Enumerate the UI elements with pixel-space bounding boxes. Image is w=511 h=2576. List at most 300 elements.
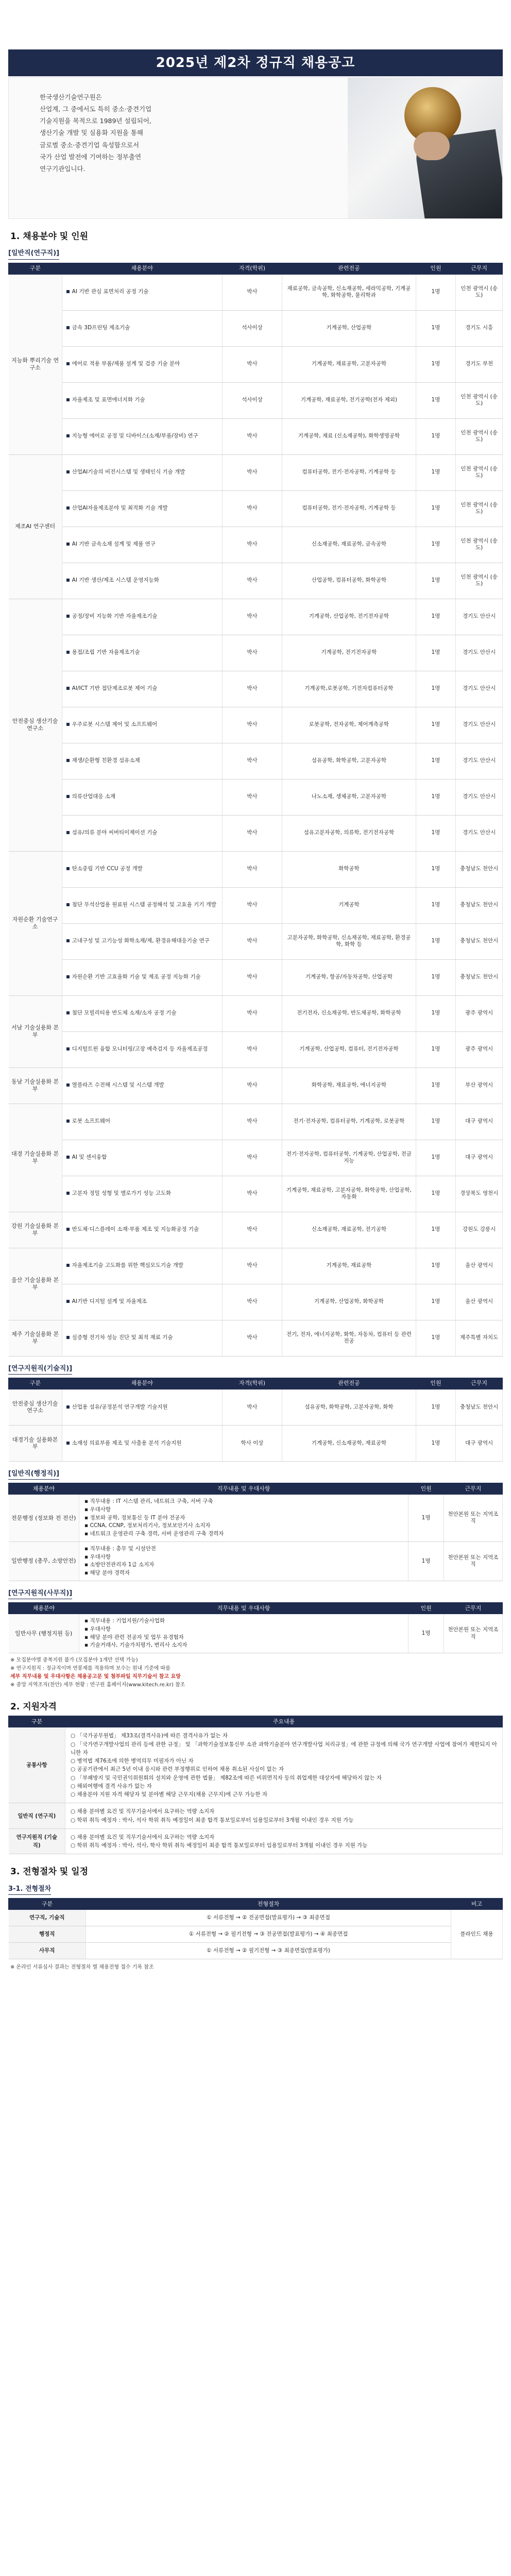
bullet-icon xyxy=(66,326,70,329)
location-cell: 광주 광역시 xyxy=(456,995,503,1031)
bullet-icon xyxy=(66,290,70,293)
section-title-process: 3. 전형절차 및 일정 xyxy=(10,1867,88,1877)
bullet-icon xyxy=(66,1228,70,1231)
bullet-icon xyxy=(66,651,70,654)
bullet-icon xyxy=(66,1442,70,1445)
bullet-icon xyxy=(66,1405,70,1409)
table-row xyxy=(9,671,503,707)
headcount-cell: 1명 xyxy=(416,599,456,635)
field-text: 열플라즈 수전해 시스템 및 시스템 개발 xyxy=(72,1082,164,1089)
degree-cell: 박사 xyxy=(222,887,282,923)
major-cell: 컴퓨터공학, 전기·전자공학, 기계공학 등 xyxy=(282,490,416,527)
location-cell: 인천 광역시 (송도) xyxy=(456,454,503,490)
headcount-cell: 1명 xyxy=(408,1614,444,1653)
field-cell xyxy=(62,1320,222,1356)
intro-line: 국가 산업 발전에 기여하는 정부출연 xyxy=(40,152,142,161)
bullet-icon xyxy=(66,506,70,510)
location-cell: 울산 광역시 xyxy=(456,1284,503,1320)
location-cell: 제주특별 자치도 xyxy=(456,1320,503,1356)
degree-cell: 학사 이상 xyxy=(222,1425,282,1461)
duty-cell xyxy=(79,1495,408,1542)
field-text: 산업AI자율제조분야 및 최적화 기술 개발 xyxy=(72,505,168,512)
column-header: 인원 xyxy=(416,263,456,274)
field-text: AI 기반 관심 표면처리 공정 기술 xyxy=(72,289,149,295)
field-text: 로봇 소프트웨어 xyxy=(72,1118,111,1125)
group-cell: 안전중심 생산기술 연구소 xyxy=(9,1389,62,1425)
headcount-cell: 1명 xyxy=(416,671,456,707)
location-cell: 충청남도 천안시 xyxy=(456,851,503,887)
headcount-cell: 1명 xyxy=(416,1031,456,1067)
location-cell: 인천 광역시 (송도) xyxy=(456,490,503,527)
degree-cell: 박사 xyxy=(222,1140,282,1176)
intro-line: 생산기술 개발 및 실용화 지원을 통해 xyxy=(40,129,143,137)
duty-line: ▪ 정보와 공학, 정보통신 등 IT 분야 전공자 xyxy=(84,1514,185,1521)
process-steps: ① 서류전형 → ② 필기전형 → ③ 전공면접(발표평가) → ④ 최종면접 xyxy=(86,1926,451,1942)
field-cell: 일반행정 (총무, 소방안전) xyxy=(9,1541,79,1581)
major-cell: 기계공학,로봇공학, 기전자컴퓨터공학 xyxy=(282,671,416,707)
degree-cell: 박사 xyxy=(222,274,282,310)
intro-line: 글로벌 중소·중견기업 육성함으로서 xyxy=(40,141,140,149)
major-cell: 신소재공학, 재료공학, 전기공학 xyxy=(282,1212,416,1248)
bullet-icon xyxy=(66,543,70,546)
major-cell: 전기·전자공학, 컴퓨터공학, 기계공학, 로봇공학 xyxy=(282,1104,416,1140)
field-cell xyxy=(62,310,222,346)
admin-positions-table xyxy=(8,1483,503,1581)
column-header: 자격(학위) xyxy=(222,263,282,274)
field-text: 자원순환 기반 고효율화 기술 및 제조 공정 지능화 기술 xyxy=(72,974,201,980)
headcount-cell: 1명 xyxy=(416,1284,456,1320)
field-cell xyxy=(62,274,222,310)
field-cell xyxy=(62,635,222,671)
location-cell: 경상북도 영천시 xyxy=(456,1176,503,1212)
intro-line: 연구기관입니다. xyxy=(40,164,86,173)
qual-line: ○ 채용 분야별 요건 및 직무기술서에서 요구하는 역량 소지자 xyxy=(71,1808,215,1815)
table-row xyxy=(9,635,503,671)
headcount-cell: 1명 xyxy=(416,454,456,490)
location-cell: 충청남도 천안시 xyxy=(456,923,503,959)
major-cell: 기계공학, 신소재공학, 재료공학 xyxy=(282,1425,416,1461)
subsection-process: 3-1. 전형절차 xyxy=(8,1884,51,1895)
degree-cell: 석사이상 xyxy=(222,382,282,418)
bullet-icon xyxy=(66,939,70,942)
group-cell: 울산 기술실용화 본부 xyxy=(9,1248,62,1320)
field-cell xyxy=(62,1389,222,1425)
bullet-icon xyxy=(66,723,70,726)
major-cell: 고분자공학, 화학공학, 신소재공학, 재료공학, 환경공학, 화학 등 xyxy=(282,923,416,959)
field-text: AI 기반 금속소재 설계 및 제품 연구 xyxy=(72,541,156,548)
field-text: AI/ICT 기반 접단제조로봇 제어 기술 xyxy=(72,685,158,692)
qual-line: ○ 병역법 제76조에 의한 병역의무 미필자가 아닌 자 xyxy=(71,1758,194,1765)
qual-category: 공통사항 xyxy=(9,1727,65,1803)
field-cell xyxy=(62,779,222,815)
field-cell xyxy=(62,743,222,779)
bullet-icon xyxy=(66,398,70,401)
major-cell: 화학공학 xyxy=(282,851,416,887)
column-header: 인원 xyxy=(416,1378,456,1389)
field-cell xyxy=(62,887,222,923)
field-cell xyxy=(62,527,222,563)
table-row xyxy=(9,779,503,815)
headcount-cell: 1명 xyxy=(416,887,456,923)
field-text: 용접/조립 기반 자율제조기술 xyxy=(72,649,140,656)
field-cell xyxy=(62,1284,222,1320)
column-header: 채용분야 xyxy=(9,1603,79,1614)
table-row xyxy=(9,1067,503,1104)
field-text: AI기반 디지털 설계 및 자율제조 xyxy=(72,1298,147,1305)
group-cell: 자원순환 기술연구소 xyxy=(9,851,62,995)
table-row xyxy=(9,851,503,887)
group-cell: 제주 기술실용화 본부 xyxy=(9,1320,62,1356)
bullet-icon xyxy=(66,615,70,618)
table-row xyxy=(9,527,503,563)
degree-cell: 박사 xyxy=(222,851,282,887)
bullet-icon xyxy=(66,975,70,978)
major-cell: 전기·전자공학, 컴퓨터공학, 기계공학, 산업공학, 전금지능 xyxy=(282,1140,416,1176)
degree-cell: 박사 xyxy=(222,815,282,851)
bullet-icon xyxy=(66,362,70,365)
column-header: 자격(학위) xyxy=(222,1378,282,1389)
process-category: 연구직, 기술직 xyxy=(9,1909,86,1926)
table-row xyxy=(9,1614,503,1653)
field-text: AI 및 센서융합 xyxy=(72,1154,107,1161)
location-cell: 강원도 강릉시 xyxy=(456,1212,503,1248)
table-row xyxy=(9,815,503,851)
duty-line: ▪ 네트워크 운영관리 구축 경력, 서버 운영관리 구축 경력자 xyxy=(84,1531,224,1537)
table-row xyxy=(9,1803,503,1829)
table-row xyxy=(9,707,503,743)
headcount-cell: 1명 xyxy=(416,346,456,382)
column-header: 비고 xyxy=(451,1898,503,1909)
location-cell: 충청남도 천안시 xyxy=(456,959,503,995)
table-row xyxy=(9,310,503,346)
location-cell: 인천 광역시 (송도) xyxy=(456,418,503,454)
footer-note: ※ 온라인 서류심사 결과는 전형절차 별 채용전형 접수 기록 참조 xyxy=(10,1964,154,1970)
bullet-icon xyxy=(66,579,70,582)
degree-cell: 박사 xyxy=(222,707,282,743)
table-row xyxy=(9,1389,503,1425)
field-cell xyxy=(62,995,222,1031)
bullet-icon xyxy=(66,470,70,473)
degree-cell: 박사 xyxy=(222,1248,282,1284)
table-row xyxy=(9,1176,503,1212)
qual-content xyxy=(65,1803,503,1829)
duty-line: ▪ 직무내용 : 기업지원/기술사업화 xyxy=(84,1618,165,1624)
table-row xyxy=(9,959,503,995)
duty-line: ▪ 우대사항 xyxy=(84,1553,111,1560)
major-cell: 기계공학, 전기전자공학 xyxy=(282,635,416,671)
location-cell: 인천 광역시 (송도) xyxy=(456,527,503,563)
location-cell: 경기도 안산시 xyxy=(456,707,503,743)
headcount-cell: 1명 xyxy=(416,1320,456,1356)
table-row xyxy=(9,599,503,635)
bullet-icon xyxy=(66,1300,70,1303)
field-text: 재생/순환형 친환경 섬유소재 xyxy=(72,757,140,764)
field-text: 지능형 에어로 공정 및 디바이스(소재/부품/장비) 연구 xyxy=(72,433,198,439)
duty-line: ▪ 직무내용 : 총무 및 시설안전 xyxy=(84,1545,156,1552)
table-row xyxy=(9,1541,503,1581)
bullet-icon xyxy=(66,1120,70,1123)
field-text: 디지털트윈 융합 모니터링/고장 예측검지 등 자율제조공정 xyxy=(72,1046,208,1053)
major-cell: 기계공학, 재료공학, 고분자공학, 화학공학, 산업공학, 자동화 xyxy=(282,1176,416,1212)
location-cell: 천안본원 또는 지역조직 xyxy=(444,1614,502,1653)
duty-line: ▪ 우대사항 xyxy=(84,1506,111,1513)
table-row xyxy=(9,1425,503,1461)
column-header: 직무내용 및 우대사항 xyxy=(79,1483,408,1495)
field-text: 고분자 정밀 성형 및 엘로가기 성능 고도화 xyxy=(72,1190,172,1197)
duty-line: ▪ 소방안전관리자 1급 소지자 xyxy=(84,1562,155,1568)
table-row xyxy=(9,1942,503,1959)
degree-cell: 석사이상 xyxy=(222,310,282,346)
degree-cell: 박사 xyxy=(222,454,282,490)
table-row xyxy=(9,563,503,599)
headcount-cell: 1명 xyxy=(416,490,456,527)
field-text: 반도체·디스플레이 소재·부품 제조 및 지능화공정 기술 xyxy=(72,1226,199,1233)
intro-text xyxy=(9,78,348,218)
location-cell: 인천 광역시 (송도) xyxy=(456,382,503,418)
field-text: 산업용 섬유/공정분석 연구개발 기술지원 xyxy=(72,1403,168,1410)
headcount-cell: 1명 xyxy=(416,1389,456,1425)
field-cell xyxy=(62,1212,222,1248)
major-cell: 전기전자, 신소재공학, 반도체공학, 화학공학 xyxy=(282,995,416,1031)
table-row xyxy=(9,1727,503,1803)
field-cell xyxy=(62,1425,222,1461)
intro-line: 산업계, 그 중에서도 특히 중소·중견기업 xyxy=(40,105,152,113)
column-header: 구분 xyxy=(9,1898,86,1909)
duty-cell xyxy=(79,1541,408,1581)
major-cell: 로봇공학, 전자공학, 제어계측공학 xyxy=(282,707,416,743)
location-cell: 충청남도 천안시 xyxy=(456,887,503,923)
degree-cell: 박사 xyxy=(222,346,282,382)
field-text: 섬유/의류 분야 씨버티이제이션 기술 xyxy=(72,829,158,836)
qual-line: ○ 「부패방지 및 국민권익위원회의 설치와 운영에 관한 법률」 제82조에 따른 비위면직자 등의 취업제한 대상자에 해당하지 않는 자 xyxy=(71,1774,382,1781)
location-cell: 천안본원 또는 지역조직 xyxy=(444,1495,502,1542)
duty-line: ▪ 해당 분야 경력자 xyxy=(84,1570,130,1576)
major-cell: 기계공학 xyxy=(282,887,416,923)
page-title: 2025년 제2차 정규직 채용공고 xyxy=(8,49,503,76)
field-cell xyxy=(62,923,222,959)
degree-cell: 박사 xyxy=(222,527,282,563)
duty-line: ▪ 해당 분야 관련 전공자 및 업무 유경험자 xyxy=(84,1634,184,1640)
degree-cell: 박사 xyxy=(222,418,282,454)
table-row xyxy=(9,1031,503,1067)
duty-line: ▪ 기술거래사, 기술가치평가, 변리사 소지자 xyxy=(84,1642,188,1649)
degree-cell: 박사 xyxy=(222,1212,282,1248)
degree-cell: 박사 xyxy=(222,1320,282,1356)
location-cell: 천안본원 또는 지역조직 xyxy=(444,1541,502,1581)
bullet-icon xyxy=(66,1336,70,1339)
column-header: 근무지 xyxy=(456,263,503,274)
column-header: 근무지 xyxy=(444,1483,502,1495)
field-text: 산업AI기술의 비전시스템 및 생태인식 기술 개발 xyxy=(72,469,185,476)
field-cell xyxy=(62,1176,222,1212)
degree-cell: 박사 xyxy=(222,743,282,779)
major-cell: 섬유공학, 화학공학, 고분자공학 xyxy=(282,743,416,779)
field-cell xyxy=(62,346,222,382)
field-cell: 일반사무 (행정지원 등) xyxy=(9,1614,79,1653)
table-row xyxy=(9,1926,503,1942)
table-row xyxy=(9,923,503,959)
degree-cell: 박사 xyxy=(222,1389,282,1425)
field-cell xyxy=(62,599,222,635)
bullet-icon xyxy=(66,1264,70,1267)
note-line: ※ 중앙 지역조직(천안) 세부 현황 : 연구원 홈페이지(www.kitech.re.kr) 참조 xyxy=(10,1682,185,1688)
qual-line: ○ 「국가공무원법」 제33조(결격사유)에 따른 결격사유가 없는 자 xyxy=(71,1733,228,1739)
field-cell xyxy=(62,1140,222,1176)
table-row xyxy=(9,1909,503,1926)
table-row xyxy=(9,274,503,310)
field-text: 첨단 무석산업용 원료원 시스템 공정해석 및 고효율 기기 개발 xyxy=(72,902,216,908)
table-row xyxy=(9,490,503,527)
location-cell: 인천 광역시 (송도) xyxy=(456,563,503,599)
bullet-icon xyxy=(66,831,70,834)
degree-cell: 박사 xyxy=(222,599,282,635)
headcount-cell: 1명 xyxy=(416,1104,456,1140)
major-cell: 기계공학, 재료공학, 고분자공학 xyxy=(282,346,416,382)
bullet-icon xyxy=(66,759,70,762)
major-cell: 기계공학, 산업공학 xyxy=(282,310,416,346)
qual-line: ○ 채용분야 지원 자격 해당자 및 분야별 해당 근무지(채용 근무지)에 근무 가능한 자 xyxy=(71,1791,267,1798)
degree-cell: 박사 xyxy=(222,1104,282,1140)
section-title-qualifications: 2. 지원자격 xyxy=(10,1702,57,1712)
major-cell: 기계공학, 산업공학, 전기전자공학 xyxy=(282,599,416,635)
bullet-icon xyxy=(66,1156,70,1159)
field-text: 첨단 모빌리티용 반도체 소재/소자 공정 기술 xyxy=(72,1010,177,1016)
headcount-cell: 1명 xyxy=(416,707,456,743)
major-cell: 기계공학, 재료공학, 전기공학(전자 제외) xyxy=(282,382,416,418)
group-cell: 동남 기술실용화 본부 xyxy=(9,1067,62,1104)
process-steps: ① 서류전형 → ② 전공면접(발표평가) → ③ 최종면접 xyxy=(86,1909,451,1926)
degree-cell: 박사 xyxy=(222,1067,282,1104)
subsection-tech: [연구지원직(기술직)] xyxy=(8,1364,72,1375)
headcount-cell: 1명 xyxy=(408,1541,444,1581)
column-header: 구분 xyxy=(9,1378,62,1389)
column-header: 직무내용 및 우대사항 xyxy=(79,1603,408,1614)
column-header: 전형절차 xyxy=(86,1898,451,1909)
degree-cell: 박사 xyxy=(222,490,282,527)
bullet-icon xyxy=(66,1192,70,1195)
location-cell: 인천 광역시 (송도) xyxy=(456,274,503,310)
process-remark: 블라인드 채용 xyxy=(451,1909,503,1959)
major-cell: 전기, 전자, 에너지공학, 화학, 자동차, 컴퓨터 등 관련 전공 xyxy=(282,1320,416,1356)
field-text: AI 기반 생산/제조 시스템 운영지능화 xyxy=(72,577,159,584)
field-cell xyxy=(62,1104,222,1140)
major-cell: 섬유고분자공학, 의류학, 전기전자공학 xyxy=(282,815,416,851)
field-text: 탄소중립 기반 CCU 공정 개발 xyxy=(72,866,143,872)
tech-positions-table xyxy=(8,1378,503,1462)
subsection-research: [일반직(연구직)] xyxy=(8,248,59,259)
degree-cell: 박사 xyxy=(222,959,282,995)
headcount-cell: 1명 xyxy=(416,995,456,1031)
subsection-admin: [일반직(행정직)] xyxy=(8,1469,59,1480)
research-positions-table xyxy=(8,263,503,1357)
qual-line: ○ 「국가연구개발사업의 관리 등에 관한 규정」 및 「과학기술정보통신부 소관 과학기술분야 연구개발사업 처리규정」에 관한 규정에 의해 국가 연구개발 사업에 참여가 제한되지 아니한 자 xyxy=(71,1741,497,1756)
group-cell: 대경기술 실용화본부 xyxy=(9,1425,62,1461)
degree-cell: 박사 xyxy=(222,779,282,815)
field-cell xyxy=(62,707,222,743)
bullet-icon xyxy=(66,1083,70,1087)
major-cell: 기계공학, 산업공학, 화학공학 xyxy=(282,1284,416,1320)
headcount-cell: 1명 xyxy=(416,1248,456,1284)
duty-line: ▪ CCNA, CCNP, 정보처리기사, 정보보안기사 소지자 xyxy=(84,1522,211,1529)
duty-line: ▪ 직무내용 : IT 시스템 관리, 네트워크 구축, 서버 구축 xyxy=(84,1498,213,1504)
headcount-cell: 1명 xyxy=(416,815,456,851)
table-row xyxy=(9,1284,503,1320)
major-cell: 컴퓨터공학, 전기·전자공학, 기계공학 등 xyxy=(282,454,416,490)
major-cell: 신소재공학, 재료공학, 금속공학 xyxy=(282,527,416,563)
qual-content xyxy=(65,1828,503,1854)
intro-line: 기술지원을 목적으로 1989년 설립되어, xyxy=(40,117,151,125)
process-category: 행정직 xyxy=(9,1926,86,1942)
group-cell: 대경 기술실용화 본부 xyxy=(9,1104,62,1212)
headcount-cell: 1명 xyxy=(416,1140,456,1176)
office-positions-table xyxy=(8,1602,503,1653)
group-cell: 서남 기술실용화 본부 xyxy=(9,995,62,1067)
headcount-cell: 1명 xyxy=(416,635,456,671)
location-cell: 울산 광역시 xyxy=(456,1248,503,1284)
subsection-office: [연구지원직(사무직)] xyxy=(8,1588,72,1599)
table-row xyxy=(9,1495,503,1542)
major-cell: 기계공학, 재료 (신소재공학), 화학생명공학 xyxy=(282,418,416,454)
bullet-icon xyxy=(66,434,70,437)
location-cell: 대구 광역시 xyxy=(456,1140,503,1176)
intro-photo xyxy=(348,78,502,218)
major-cell: 기계공학, 항공/자동차공학, 산업공학 xyxy=(282,959,416,995)
table-row xyxy=(9,454,503,490)
note-line-highlight: 세부 직무내용 및 우대사항은 채용공고문 및 첨부파일 직무기술서 참고 요망 xyxy=(10,1674,181,1680)
major-cell: 기계공학, 산업공학, 컴퓨터, 전기전자공학 xyxy=(282,1031,416,1067)
location-cell: 충청남도 천안시 xyxy=(456,1389,503,1425)
field-text: 자율제조기술 고도화를 위한 핵심모도기술 개발 xyxy=(72,1262,183,1269)
bullet-icon xyxy=(66,687,70,690)
bullet-icon xyxy=(66,867,70,870)
column-header: 근무지 xyxy=(456,1378,503,1389)
column-header: 채용분야 xyxy=(62,263,222,274)
headcount-cell: 1명 xyxy=(416,1212,456,1248)
degree-cell: 박사 xyxy=(222,1176,282,1212)
field-cell xyxy=(62,563,222,599)
table-row xyxy=(9,382,503,418)
headcount-cell: 1명 xyxy=(416,563,456,599)
field-cell xyxy=(62,851,222,887)
qual-category: 연구지원직 (기술직) xyxy=(9,1828,65,1854)
table-row xyxy=(9,743,503,779)
headcount-cell: 1명 xyxy=(416,274,456,310)
degree-cell: 박사 xyxy=(222,671,282,707)
column-header: 채용분야 xyxy=(62,1378,222,1389)
group-cell: 강원 기술실용화 본부 xyxy=(9,1212,62,1248)
major-cell: 산업공학, 컴퓨터공학, 화학공학 xyxy=(282,563,416,599)
field-text: 자율제조 및 표면에너지화 기술 xyxy=(72,397,145,403)
headcount-cell: 1명 xyxy=(416,851,456,887)
process-table xyxy=(8,1898,503,1959)
degree-cell: 박사 xyxy=(222,563,282,599)
location-cell: 부산 광역시 xyxy=(456,1067,503,1104)
degree-cell: 박사 xyxy=(222,635,282,671)
location-cell: 경기도 시흥 xyxy=(456,310,503,346)
intro-line: 한국생산기술연구원은 xyxy=(40,93,102,101)
table-row xyxy=(9,1140,503,1176)
qual-category: 일반직 (연구직) xyxy=(9,1803,65,1829)
field-text: 의류산업대응 소재 xyxy=(72,793,116,800)
field-text: 에어로 적용 부품/제품 설계 및 검증 기술 분야 xyxy=(72,361,180,367)
note-line: ※ 연구지원직 : 정규직이며 연봉제를 적용하며 보수는 원내 기준에 따름 xyxy=(10,1666,171,1671)
group-cell: 제조AI 연구센터 xyxy=(9,454,62,599)
table-row xyxy=(9,418,503,454)
table-row xyxy=(9,346,503,382)
field-cell xyxy=(62,1248,222,1284)
field-cell xyxy=(62,671,222,707)
major-cell: 나노소재, 생체공학, 고분자공학 xyxy=(282,779,416,815)
